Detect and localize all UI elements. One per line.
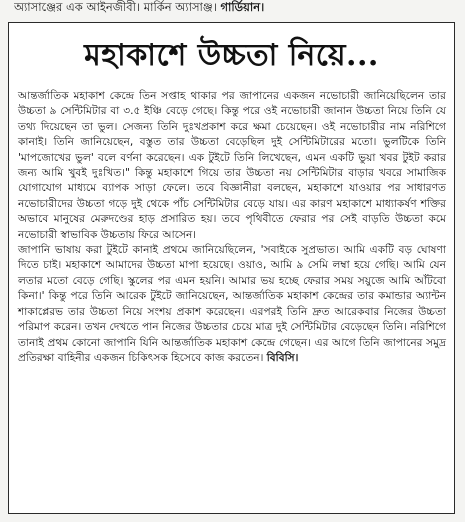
previous-article-tail: [14, 0, 454, 15]
headline-area: [9, 23, 454, 89]
news-article-box: [8, 22, 455, 514]
article-source-credit: বিবিসি।: [266, 351, 299, 364]
article-headline: মহাকাশে উচ্চতা নিয়ে...: [84, 37, 379, 73]
previous-article-text: অ্যাসাঞ্জের এক আইনজীবী। মার্কিন অ্যাসাঞ্জ।: [14, 0, 217, 14]
article-paragraph-2-text: জাপানি ভাষায় করা টুইটে কানাই প্রথমে জানিয়েছিলেন, 'সবাইকে সুপ্রভাত। আমি একটি বড় ঘোষণা দিতে চাই। মহাকাশে আমাদের উচ্চতা মাপা হয়েছে। ওয়াও, আমি ৯ সেমি লম্বা হয়ে গেছি। আমি যেন লতার মতো বেড়ে গেছি। স্কুলের পর এমন হয়নি। আমার ভয় হচ্ছে ফেরার সময় সয়ুজে আমি আঁটবো কিনা।' কিন্তু পরে তিনি আরেক টুইটে জানিয়েছেন, আন্তর্জাতিক মহাকাশ কেন্দ্রের তার কমান্ডার অ্যান্টন শাকাপ্লেরভ তার উচ্চতা নিয়ে সংশয় প্রকাশ করেছেন। এরপরই তিনি দ্রুত আরেকবার নিজের উচ্চতা পরিমাপ করেন। তখন দেখতে পান নিজের উচ্চতার চেয়ে মাত্র দুই সেন্টিমিটার বেড়েছেন তিনি। নরিশিগে তানাই প্রথম কোনো জাপানি যিনি আন্তর্জাতিক মহাকাশ কেন্দ্রে গেছেন। এর আগে তিনি জাপানের সমুদ্র প্রতিরক্ষা বাহিনীর একজন চিকিৎসক হিসেবে কাজ করতেন।: [18, 244, 446, 364]
article-paragraph-1: আন্তর্জাতিক মহাকাশ কেন্দ্রে তিন সপ্তাহ থাকার পর জাপানের একজন নভোচারী জানিয়েছিলেন তার উচ্চতা ৯ সেন্টিমিটার বা ৩.৫ ইঞ্চি বেড়ে গেছে। কিন্তু পরে ওই নভোচারী জানান উচ্চতা নিয়ে তিনি যে তথ্য দিয়েছেন তা ভুল। সেজন্য তিনি দুঃখপ্রকাশ করে ক্ষমা চেয়েছেন। ওই নভোচারীর নাম নরিশিগে কানাই। তিনি জানিয়েছেন, বস্তুত তার উচ্চতা বেড়েছিল দুই সেন্টিমিটারের মতো। ভুলটিকে তিনি 'মাপজোখের ভুল' বলে বর্ণনা করেছেন। এক টুইটে তিনি লিখেছেন, এমন একটি ভুয়া খবর টুইট করার জন্য আমি খুবই দুঃখিত।" কিন্তু মহাকাশে গিয়ে তার উচ্চতা নয় সেন্টিমিটার বাড়ার খবরে সামাজিক যোগাযোগ মাধ্যমে ব্যাপক সাড়া ফেলে। তবে বিজ্ঞানীরা বলছেন, মহাকাশে যাওয়ার পর সাধারণত নভোচারীদের উচ্চতা গড়ে দুই থেকে পাঁচ সেন্টিমিটার বেড়ে যায়। এর কারণ মহাকাশে মাধ্যাকর্ষণ শক্তির অভাবে মানুষের মেরুদণ্ডের হাড় প্রসারিত হয়। তবে পৃথিবীতে ফেরার পর সেই বাড়তি উচ্চতা কমে নভোচারী স্বাভাবিক উচ্চতায় ফিরে আসেন।: [18, 90, 446, 241]
previous-article-source: গার্ডিয়ান।: [220, 0, 265, 14]
article-paragraph-2: [18, 243, 446, 366]
article-body: [9, 89, 454, 366]
